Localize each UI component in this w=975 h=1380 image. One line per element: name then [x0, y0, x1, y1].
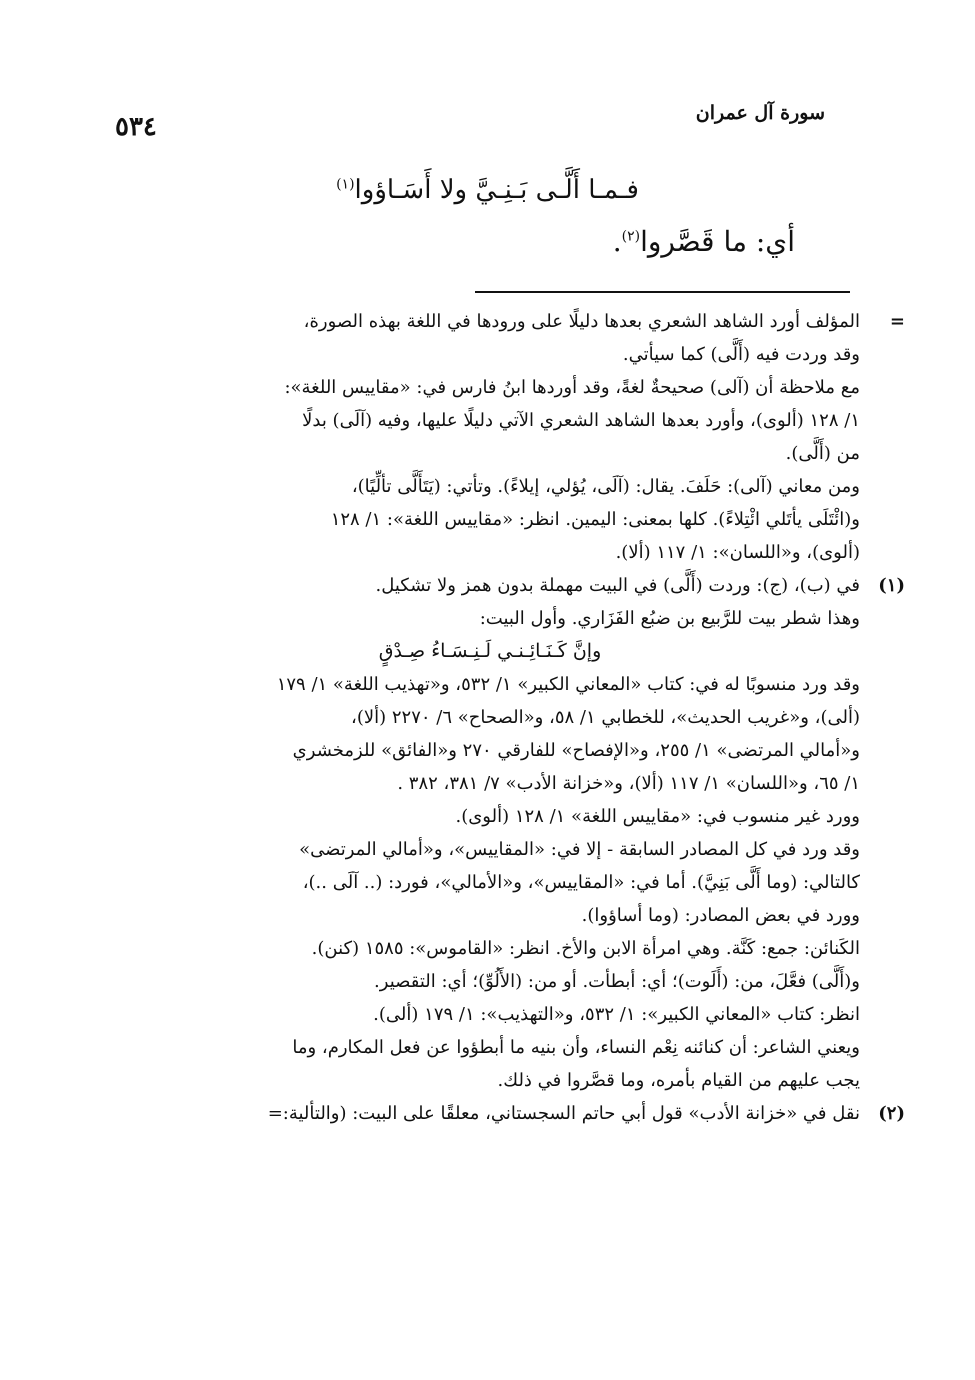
footnote-separator — [475, 291, 850, 293]
footnote-line: وقد وردت فيه (أَلَّى) كما سيأتي. — [622, 344, 860, 365]
footnote-line: (ألوى)، و«اللسان»: ١/ ١١٧ (ألا). — [615, 542, 860, 563]
footnote-line: نقل في «خزانة الأدب» قول أبي حاتم السجستاني، معلقًا على البيت: (والتألية:= — [267, 1103, 860, 1124]
poem-hemistich: وإنَّ كَـنَـائِـنـي لَـنِـسَـاءُ صِـدْقٍ — [378, 640, 602, 662]
footnote-2 — [120, 1097, 905, 1130]
footnote-line: في (ب)، (ج): وردت (أَلَّى) في البيت مهملة بدون همز ولا تشكيل. — [375, 575, 860, 596]
footnote-line: و(ائْتَلَى يأتَلي ائْتِلاءً). كلها بمعنى: اليمين. انظر: «مقاييس اللغة»: ١/ ١٢٨ — [330, 509, 860, 530]
footnote-line: وورد غير منسوب في: «مقاييس اللغة» ١/ ١٢٨ (ألوى). — [455, 806, 860, 827]
footnote-line: وقد ورد في كل المصادر السابقة - إلا في: «المقاييس»، و«أمالي المرتضى» — [299, 839, 860, 860]
gloss-end: . — [612, 225, 622, 258]
footnote-line: انظر: كتاب «المعاني الكبير»: ١/ ٥٣٢، و«التهذيب»: ١/ ١٧٩ (ألى). — [373, 1004, 860, 1025]
footnote-2-number: (٢) — [878, 1103, 905, 1124]
footnote-line: ١/ ١٢٨ (ألوى)، وأورد بعدها الشاهد الشعري الآتي دليلًا عليها، وفيه (آلَى) بدلًا — [302, 410, 860, 431]
footnote-line: وهذا شطر بيت للرَّبيع بن ضبُع الفَزَاري. وأول البيت: — [479, 608, 860, 629]
footnote-line: وقد ورد منسوبًا له في: كتاب «المعاني الكبير» ١/ ٥٣٢، و«تهذيب اللغة» ١/ ١٧٩ — [276, 674, 860, 695]
footnote-line: ومن معاني (آلى): حَلَفَ. يقال: (آلَى، يُؤلي، إيلاءً). وتأتي: (يَتَأَلَّى تألِّيًا)، — [351, 476, 860, 497]
footnote-continuation — [120, 305, 905, 371]
footnotes — [120, 305, 905, 1130]
footnote-line: الكَنائن: جمع: كَنَّة. وهي امرأة الابن والأخ. انظر: «القاموس»: ١٥٨٥ (كنن). — [311, 938, 860, 959]
continuation-mark: = — [889, 311, 905, 332]
footnote-1 — [120, 569, 905, 668]
verse-text: فـمـا أَلَّـى بَـنِـيَّ ولا أَسَـاؤوا — [354, 175, 639, 205]
footnote-line: مع ملاحظة أن (آلى) صحيحةٌ لغةً، وقد أوردها ابنُ فارس في: «مقاييس اللغة»: — [284, 377, 860, 398]
page-header — [115, 98, 825, 142]
page-number: ٥٣٤ — [115, 112, 157, 142]
footnote-line: ويعني الشاعر: أن كنائنه نِعْم النساء، وأن بنيه ما أبطؤوا عن فعل المكارم، وما — [292, 1037, 860, 1058]
footnote-line: و«أمالي المرتضى» ١/ ٢٥٥، و«الإفصاح» للفارقي ٢٧٠ و«الفائق» للزمخشري — [292, 740, 860, 761]
poem-verse — [0, 175, 975, 205]
footnote-line: ١/ ٦٥، و«اللسان» ١/ ١١٧ (ألا)، و«خزانة الأدب» ٧/ ٣٨١، ٣٨٢ . — [397, 773, 860, 794]
footnote-line: يجب عليهم من القيام بأمره، وما قصَّروا في ذلك. — [497, 1070, 860, 1091]
verse-gloss — [613, 225, 795, 258]
footnote-ref-1: (١) — [336, 176, 355, 193]
gloss-text: أي: ما قَصَّروا — [640, 225, 795, 258]
footnote-line: من (أَلَّى). — [785, 443, 860, 464]
footnote-line: كالتالي: (وما أَلَّى بَنِيَّ). أما في: «المقاييس»، و«الأمالي»، فورد: (.. آلَى ..)، — [302, 872, 860, 893]
footnote-line: وورد في بعض المصادر: (وما أساؤوا). — [581, 905, 860, 926]
footnote-ref-2: (٢) — [621, 228, 641, 245]
footnote-1-number: (١) — [878, 575, 905, 596]
footnote-line: (ألى)، و«غريب الحديث»، للخطابي ١/ ٥٨، و«الصحاح» ٦/ ٢٢٧٠ (ألا)، — [351, 707, 860, 728]
footnote-line: و(أَلَّى) فعَّلَ، من: (أَلَوت)؛ أي: أبطأت. أو من: (الأَلُوِّ)؛ أي: التقصير. — [374, 971, 860, 992]
footnote-line: المؤلف أورد الشاهد الشعري بعدها دليلًا على ورودها في اللغة بهذه الصورة، — [303, 311, 860, 332]
surah-title: سورة آل عمران — [695, 102, 825, 124]
